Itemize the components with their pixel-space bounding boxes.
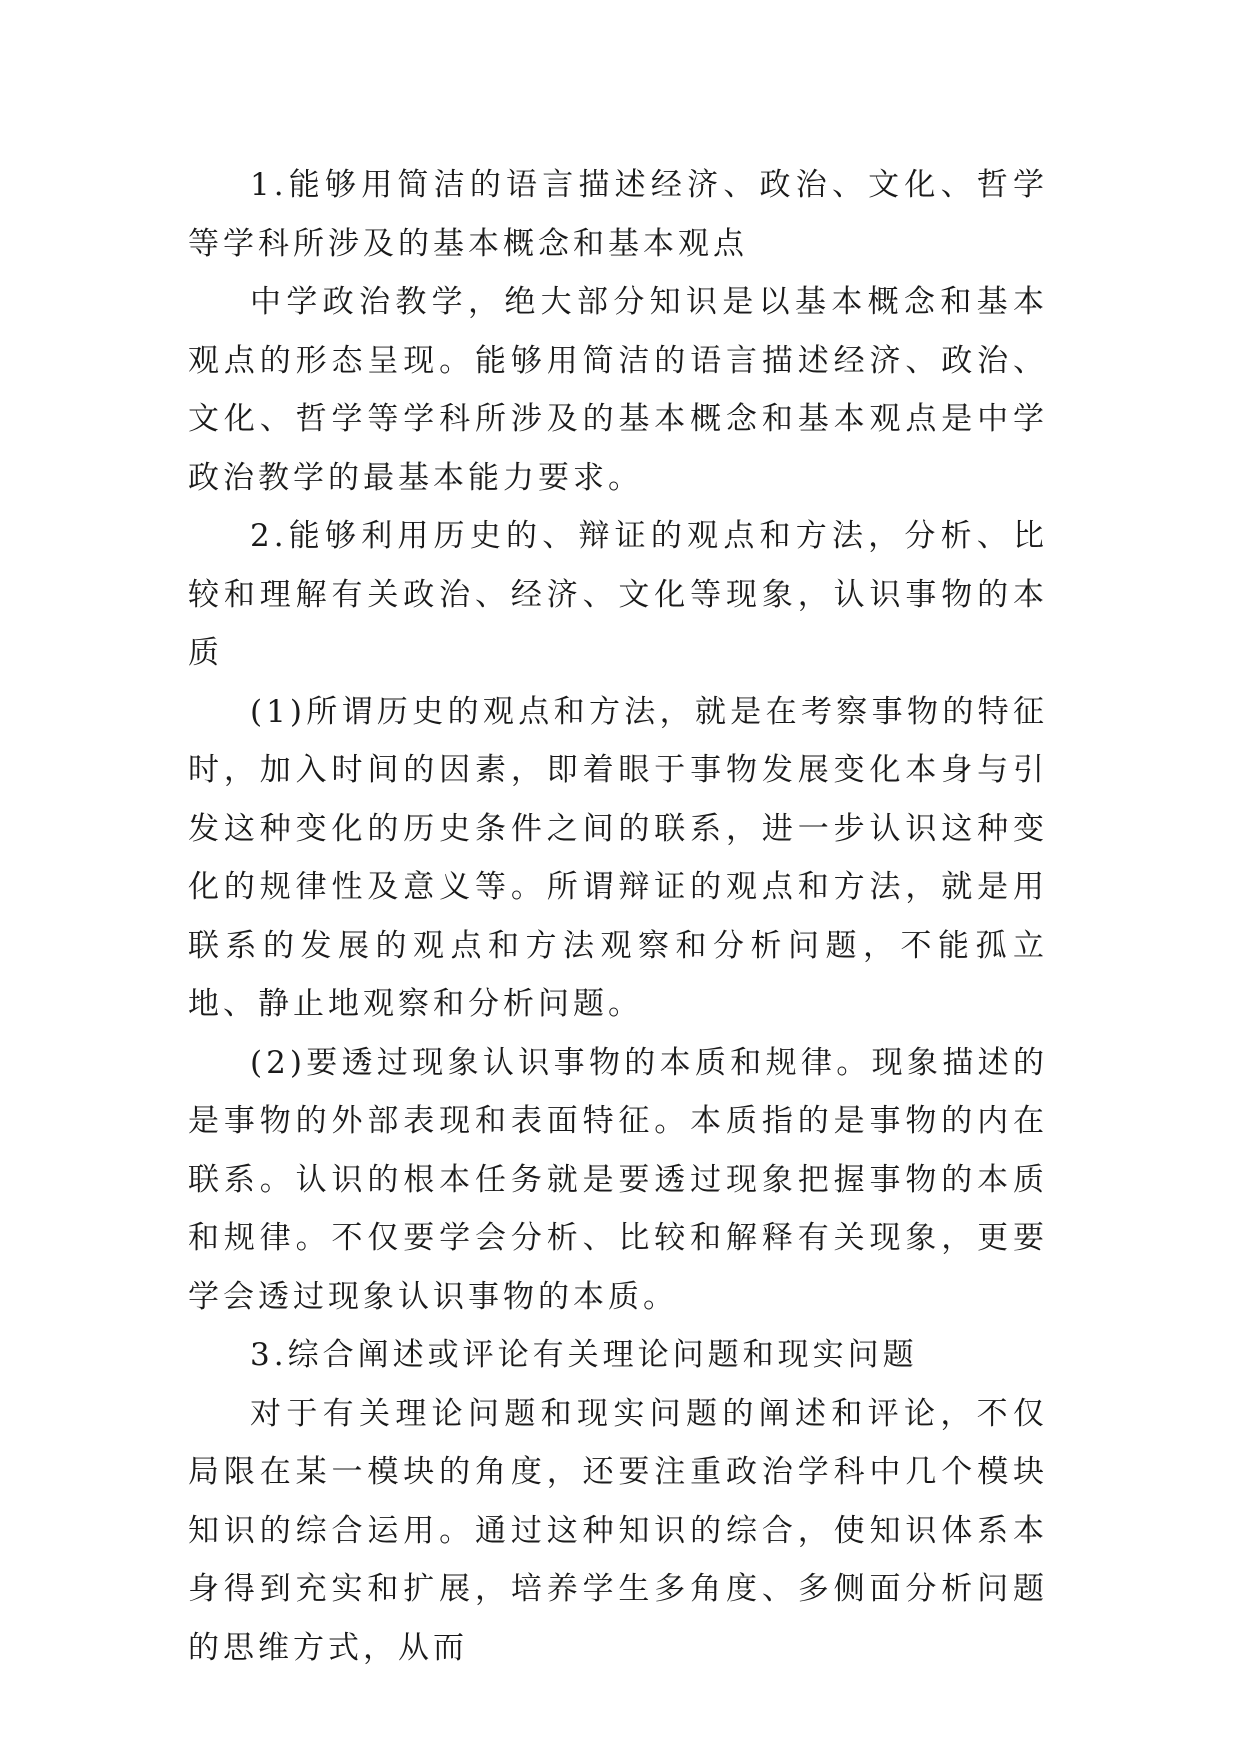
paragraph-heading-3: 3.综合阐述或评论有关理论问题和现实问题 [250, 1337, 918, 1373]
paragraph-body-3: 对于有关理论问题和现实问题的阐述和评论，不仅局限在某一模块的角度，还要注重政治学科中几个模块知识的综合运用。通过这种知识的综合，使知识体系本身得到充实和扩展，培养学生多角度、多侧面分析问题的思维方式，从而 [188, 1395, 1048, 1666]
document-page [188, 156, 1048, 1677]
paragraph-body-2-2: (2)要透过现象认识事物的本质和规律。现象描述的是事物的外部表现和表面特征。本质指的是事物的内在联系。认识的根本任务就是要透过现象把握事物的本质和规律。不仅要学会分析、比较和解释有关现象，更要学会透过现象认识事物的本质。 [188, 1044, 1048, 1315]
paragraph-heading-2: 2.能够利用历史的、辩证的观点和方法，分析、比较和理解有关政治、经济、文化等现象，认识事物的本质 [188, 518, 1048, 671]
paragraph-heading-1: 1.能够用简洁的语言描述经济、政治、文化、哲学等学科所涉及的基本概念和基本观点 [188, 167, 1048, 262]
paragraph-body-2-1: (1)所谓历史的观点和方法，就是在考察事物的特征时，加入时间的因素，即着眼于事物发展变化本身与引发这种变化的历史条件之间的联系，进一步认识这种变化的规律性及意义等。所谓辩证的观点和方法，就是用联系的发展的观点和方法观察和分析问题，不能孤立地、静止地观察和分析问题。 [188, 693, 1048, 1022]
paragraph-body-1: 中学政治教学，绝大部分知识是以基本概念和基本观点的形态呈现。能够用简洁的语言描述经济、政治、文化、哲学等学科所涉及的基本概念和基本观点是中学政治教学的最基本能力要求。 [188, 284, 1048, 496]
